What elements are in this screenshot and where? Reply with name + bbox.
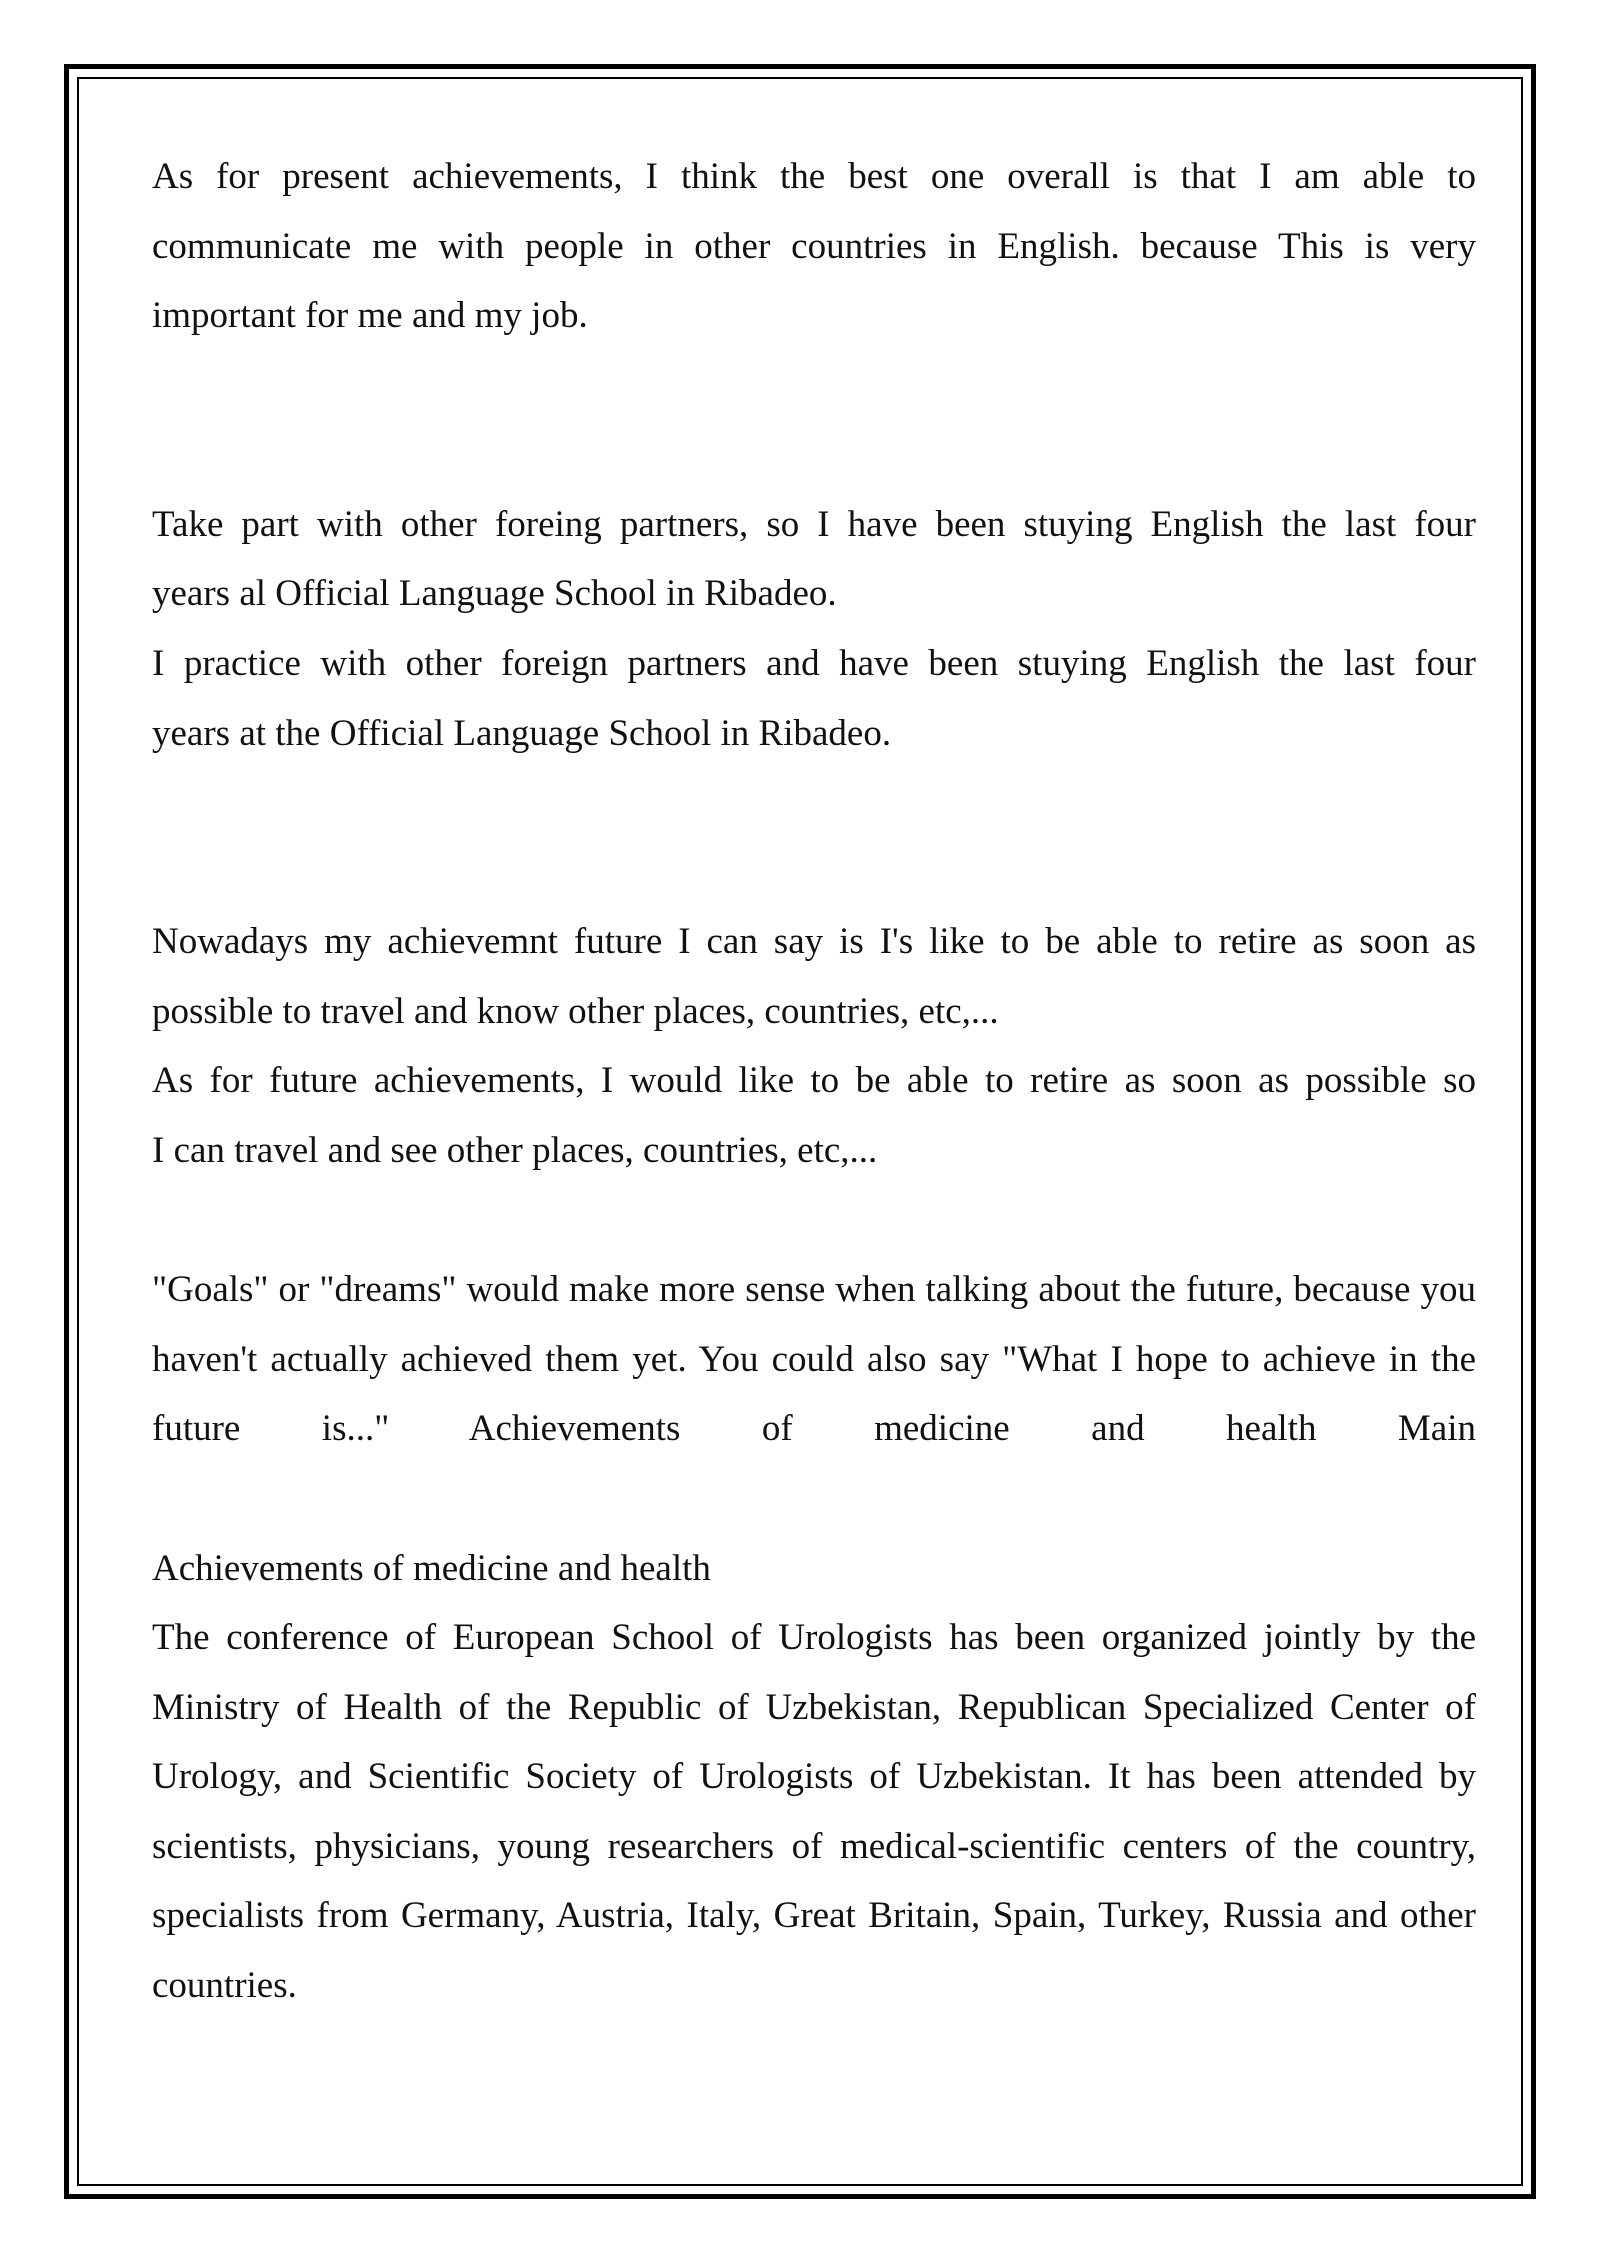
paragraph-goals-dreams: "Goals" or "dreams" would make more sense when talking about the future, because you haven't actually achieved them yet. You could also say "What I hope to achieve in the future is..." Achievements of medicine and health Main	[152, 1269, 1476, 1450]
paragraph-spacer	[152, 768, 1476, 907]
paragraph-line: years at the Official Language School in Ribadeo.	[152, 712, 892, 754]
paragraph-line: I can travel and see other places, countries, etc,...	[152, 1129, 878, 1171]
paragraph-spacer	[152, 351, 1476, 490]
paragraph-conference: The conference of European School of Urologists has been organized jointly by the Ministry of Health of the Republic of Uzbekistan, Republican Specialized Center of Urology, and Scientific Society of Urologists of Uzbekistan. It has been attended by scientists, physicians, young researchers of medical-scientific centers of the country, specialists from Germany, Austria, Italy, Great Britain, Spain, Turkey, Russia and other countries.	[152, 1617, 1476, 2007]
paragraph-line: years al Official Language School in Ribadeo.	[152, 573, 837, 615]
paragraph-spacer	[152, 1464, 1476, 1534]
paragraph-line: I practice with other foreign partners and have been stuying English the last four	[152, 642, 1476, 684]
section-heading: Achievements of medicine and health	[152, 1547, 711, 1589]
document-body	[152, 142, 1476, 2021]
paragraph-line: possible to travel and know other places, countries, etc,...	[152, 990, 999, 1032]
paragraph-spacer	[152, 1186, 1476, 1256]
paragraph-present-achievements: As for present achievements, I think the best one overall is that I am able to communicate me with people in other countries in English. because This is very important for me and my job.	[152, 156, 1476, 337]
paragraph-line: Take part with other foreing partners, so I have been stuying English the last four	[152, 503, 1476, 545]
paragraph-line: As for future achievements, I would like to be able to retire as soon as possible so	[152, 1060, 1476, 1102]
paragraph-line: Nowadays my achievemnt future I can say is I's like to be able to retire as soon as	[152, 921, 1476, 963]
